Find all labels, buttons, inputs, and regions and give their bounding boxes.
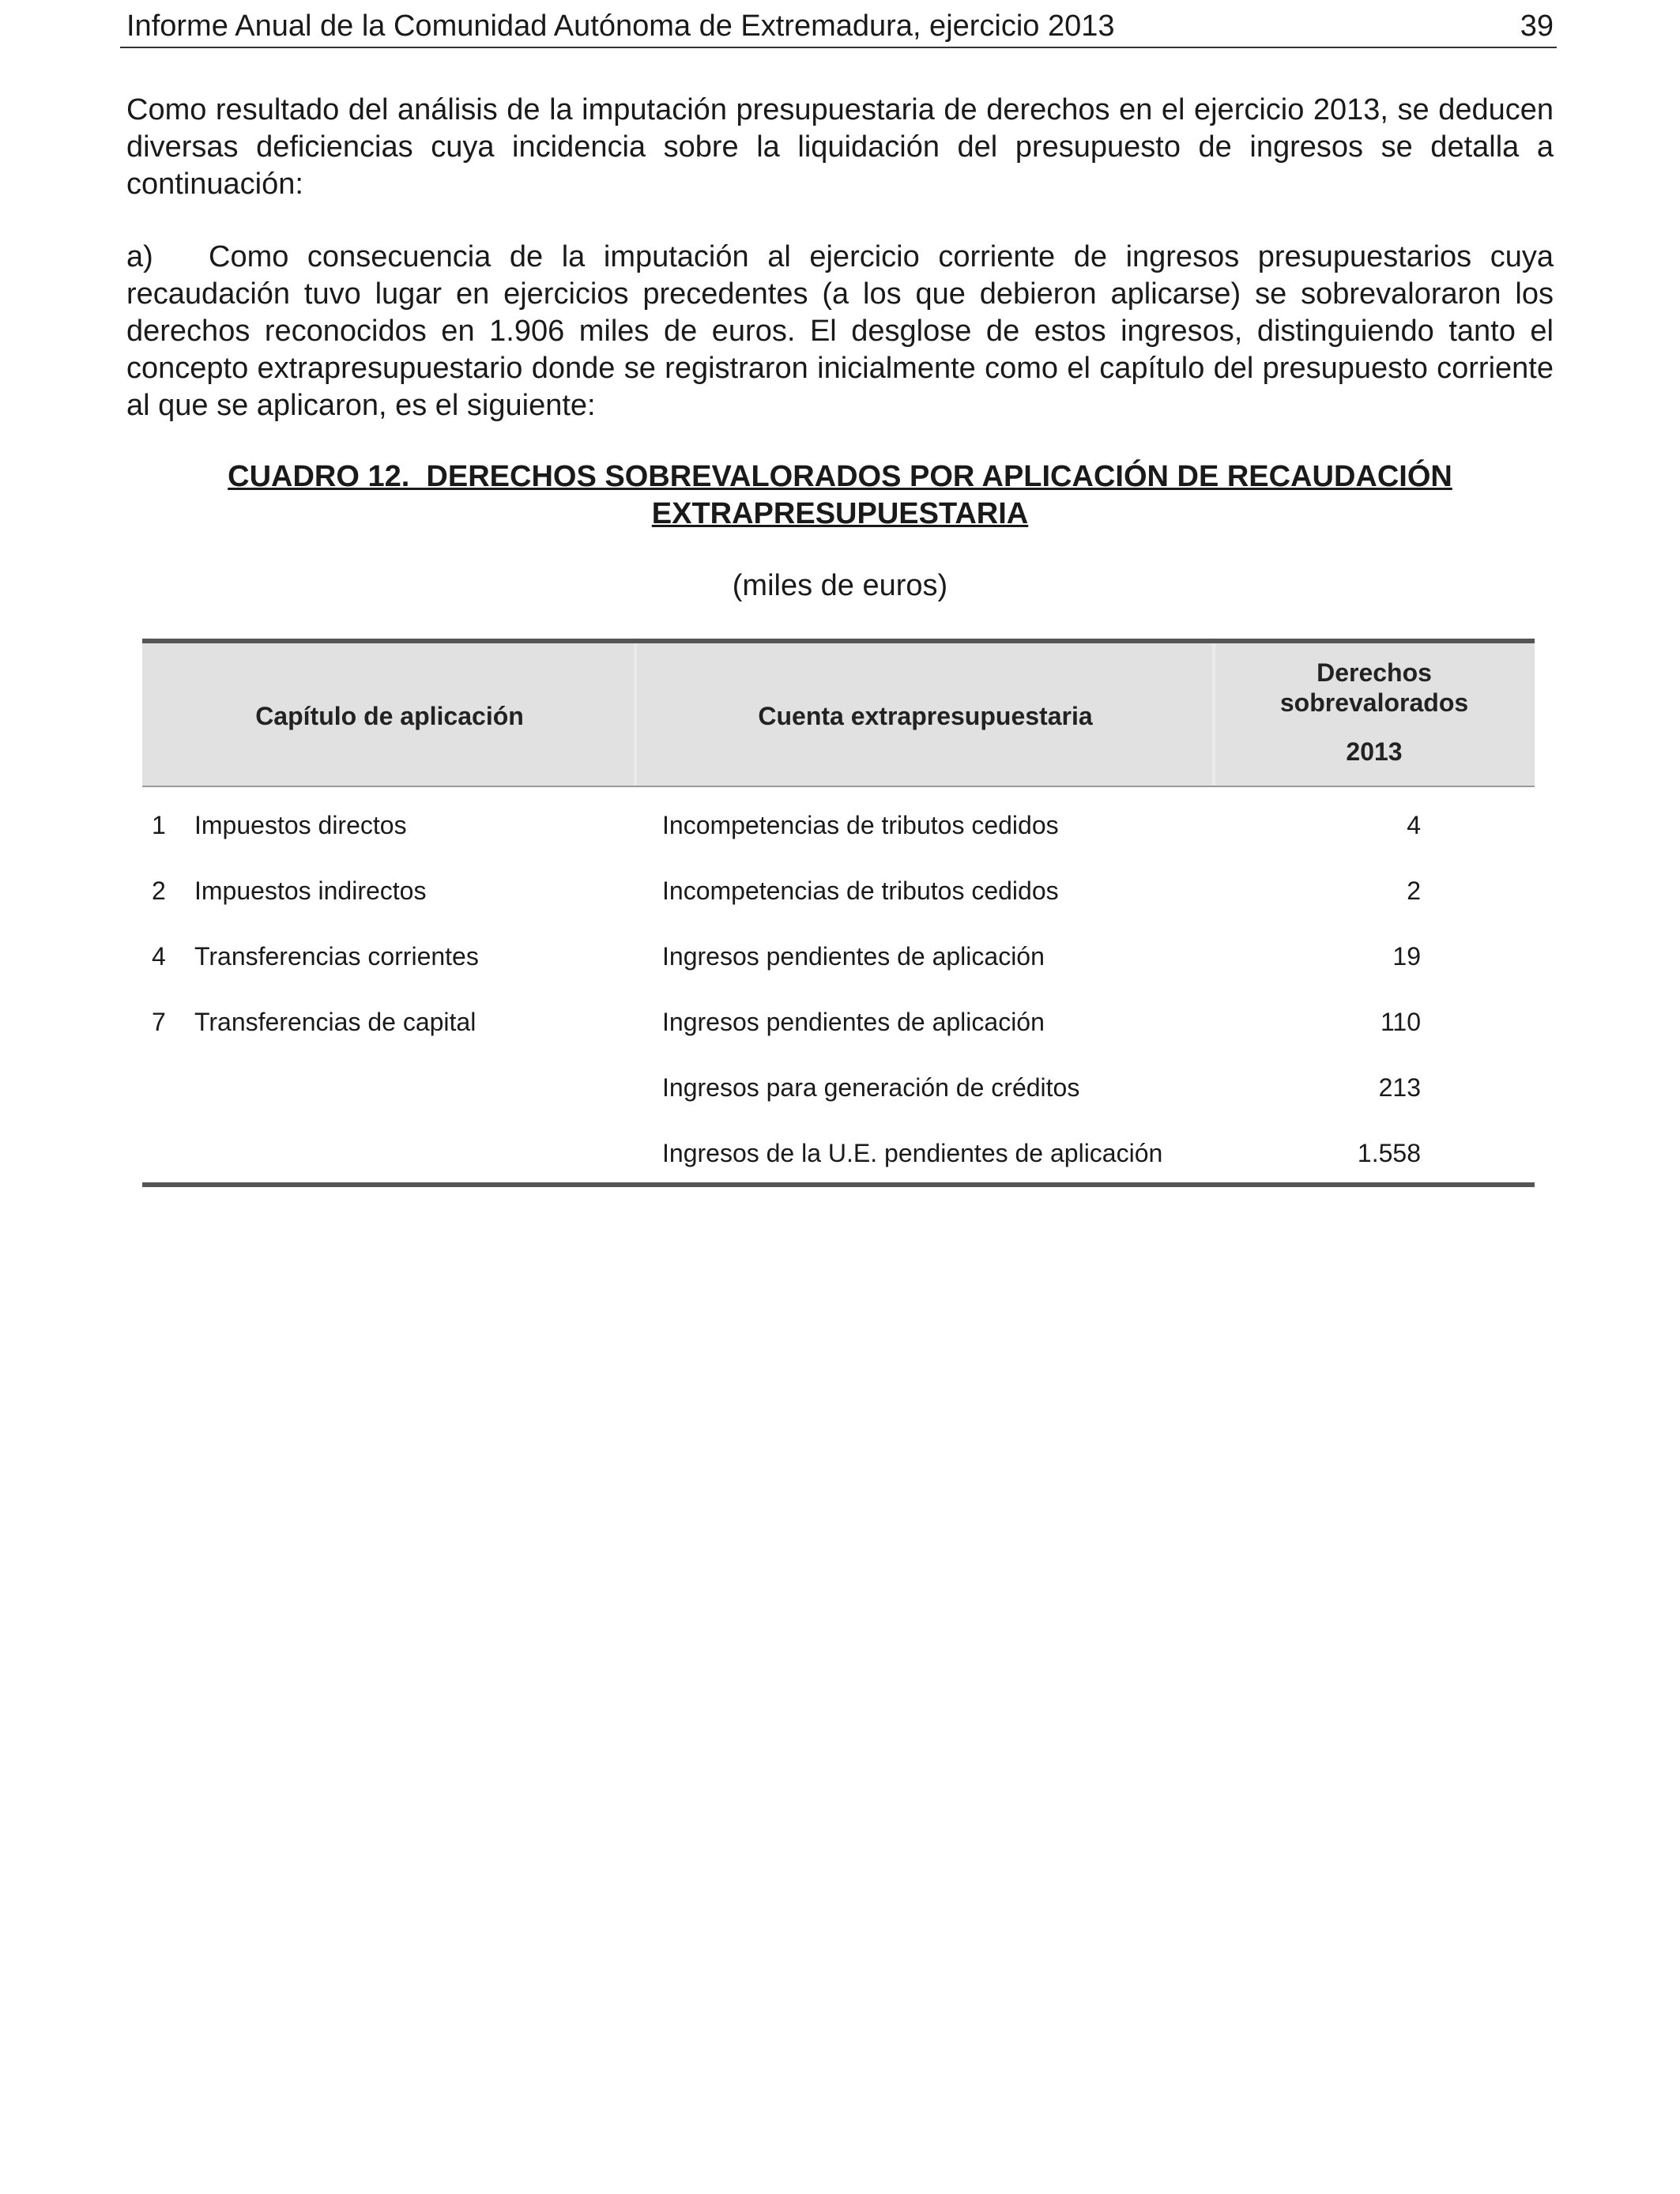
table-caption-line1: CUADRO 12. DERECHOS SOBREVALORADOS POR APLICACIÓN DE RECAUDACIÓN (228, 460, 1452, 493)
table-row (142, 992, 1535, 1057)
row-chapter-number: 4 (152, 942, 166, 971)
row-value: 19 (1392, 942, 1421, 971)
header-title: Informe Anual de la Comunidad Autónoma de Extremadura, ejercicio 2013 (126, 9, 1115, 43)
table-unit: (miles de euros) (732, 569, 948, 602)
row-chapter-name: Transferencias corrientes (194, 942, 479, 971)
column-header-cuenta: Cuenta extrapresupuestaria (758, 702, 1093, 730)
table-row (142, 861, 1535, 926)
page-header (126, 6, 1554, 46)
page-number: 39 (1520, 9, 1554, 43)
table-caption-line2: EXTRAPRESUPUESTARIA (651, 497, 1029, 530)
intro-paragraph: Como resultado del análisis de la imputación presupuestaria de derechos en el ejercicio 2013, se deducen diversas deficiencias cuya incidencia sobre la liquidación del presupuesto de ingresos se detalla a continuación: (126, 93, 1554, 201)
row-account: Ingresos de la U.E. pendientes de aplicación (662, 1139, 1163, 1167)
row-chapter-number: 2 (152, 876, 166, 905)
row-chapter-number: 1 (152, 811, 166, 839)
table-row (142, 926, 1535, 992)
table-row (142, 1123, 1535, 1189)
column-header-capitulo: Capítulo de aplicación (255, 702, 524, 730)
row-account: Ingresos para generación de créditos (662, 1073, 1080, 1102)
row-account: Incompetencias de tributos cedidos (662, 811, 1059, 839)
row-account: Ingresos pendientes de aplicación (662, 942, 1045, 971)
point-a-marker: a) (126, 240, 153, 273)
header-rule (120, 47, 1557, 48)
column-header-derechos-line2: sobrevalorados (1279, 688, 1469, 717)
row-chapter-name: Transferencias de capital (194, 1008, 477, 1036)
table-header-rule (142, 786, 1535, 787)
table-row (142, 795, 1535, 861)
row-value: 2 (1407, 876, 1421, 905)
column-header-derechos-line1: Derechos (1317, 658, 1432, 687)
point-a-paragraph (126, 239, 1554, 424)
column-header-derechos (1214, 658, 1535, 767)
row-account: Ingresos pendientes de aplicación (662, 1008, 1045, 1036)
row-value: 4 (1407, 811, 1421, 839)
row-value: 213 (1378, 1073, 1421, 1102)
row-chapter-number: 7 (152, 1008, 166, 1036)
table-bottom-rule (142, 1182, 1535, 1187)
table-row (142, 1057, 1535, 1123)
row-value: 1.558 (1357, 1139, 1421, 1167)
point-a-text: Como consecuencia de la imputación al ejercicio corriente de ingresos presupuestarios cuya recaudación tuvo lugar en ejercicios precedentes (a los que debieron aplicarse) se sobrevaloraron los derechos reconocidos en 1.906 miles de euros. El desglose de estos ingresos, distinguiendo tanto el concepto extrapresupuestario donde se registraron inicialmente como el capítulo del presupuesto corriente al que se aplicaron, es el siguiente: (126, 240, 1554, 422)
row-chapter-name: Impuestos directos (194, 811, 407, 839)
row-chapter-name: Impuestos indirectos (194, 876, 427, 905)
row-account: Incompetencias de tributos cedidos (662, 876, 1059, 905)
row-value: 110 (1380, 1008, 1421, 1036)
table-caption (126, 458, 1554, 533)
column-header-year: 2013 (1346, 737, 1403, 766)
